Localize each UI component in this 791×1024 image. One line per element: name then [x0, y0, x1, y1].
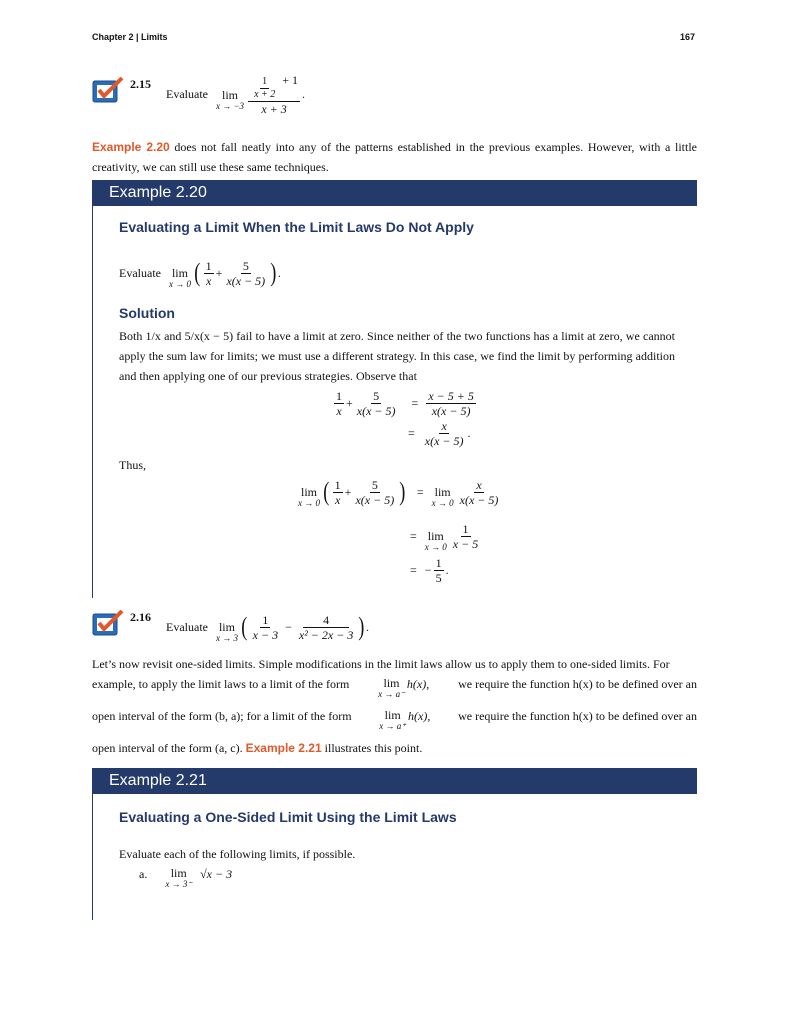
evaluate-label: Evaluate: [166, 87, 208, 101]
example-2-21-header: Example 2.21: [92, 768, 697, 794]
lim: lim: [384, 708, 401, 722]
num: 5: [371, 477, 378, 492]
text: open interval of the form (a, c).: [92, 741, 246, 755]
checkpoint-2-16-expression: [166, 610, 369, 644]
period: .: [302, 87, 306, 101]
denominator: x + 3: [261, 102, 287, 116]
intro-paragraph: [92, 137, 697, 177]
chapter-header: Chapter 2 | Limits: [92, 32, 168, 42]
minus: −: [424, 563, 432, 577]
intro-text: does not fall neatly into any of the patterns established in the previous examples. However, with a little creativity, we can still use these same techniques.: [92, 140, 697, 174]
inner-den: x + 2: [254, 89, 276, 100]
num: 1: [334, 477, 341, 492]
equation-line-2: [408, 420, 675, 447]
example-2-21-body: [92, 794, 697, 920]
page-number: 167: [680, 32, 696, 42]
text: illustrates this point.: [321, 741, 423, 755]
equals: =: [410, 528, 417, 543]
equals: =: [416, 484, 424, 499]
text: we require the function h(x) to be defined over an: [458, 677, 697, 691]
example-2-20-header: Example 2.20: [92, 180, 697, 206]
equals: =: [408, 426, 415, 440]
example-title: Evaluating a Limit When the Limit Laws Do Not Apply: [119, 219, 474, 235]
lim: lim: [300, 485, 317, 499]
lim-sub: x → 3: [215, 633, 238, 643]
checkpoint-2-15-expression: [166, 74, 305, 115]
sqrt-expression: √x − 3: [200, 867, 233, 881]
lim-sub: x → −3: [215, 100, 245, 111]
equation-line-4: [410, 519, 675, 553]
lim-sub: x → 0: [298, 498, 320, 508]
example-expression: [119, 256, 281, 290]
num: 1: [205, 258, 212, 273]
plus: +: [344, 484, 352, 499]
inner-num: 1: [262, 76, 268, 87]
evaluate-label: Evaluate: [119, 265, 161, 280]
num: 1: [336, 389, 342, 403]
thus-label: Thus,: [119, 458, 146, 472]
lim-sub: x → 0: [424, 542, 447, 552]
num: x − 5 + 5: [428, 389, 474, 403]
example-2-21-link[interactable]: Example 2.21: [245, 741, 322, 755]
plus-one: + 1: [282, 73, 299, 87]
part-label: a.: [139, 867, 148, 881]
den: x − 3: [252, 627, 279, 642]
equation-line-5: [410, 557, 675, 584]
num: 5: [242, 258, 249, 273]
den: x(x − 5): [424, 434, 464, 448]
right-paren: ): [399, 477, 406, 506]
den: 5: [435, 571, 442, 585]
checkpoint-number: 2.16: [130, 610, 151, 624]
num: 1: [462, 521, 469, 536]
solution-paragraph: Both 1/x and 5/x(x − 5) fail to have a limit at zero. Since neither of the two functions has a limit at zero, we cannot apply the sum law for limits; we must use a different strategy. In this case, we find the limit by performing addition and then applying one of our previous strategies. Observe that: [119, 329, 675, 383]
part-a: [139, 868, 697, 890]
hx: h(x),: [408, 709, 431, 723]
equation-line-1: [332, 390, 675, 417]
lower-section: [92, 654, 697, 920]
den: x: [205, 273, 212, 288]
example-border: [92, 206, 93, 598]
lim-sub: x → a⁺: [379, 721, 407, 731]
checkpoint-icon: [92, 77, 126, 103]
equals: =: [410, 563, 417, 577]
den: x(x − 5): [356, 404, 396, 418]
right-paren: ): [270, 258, 277, 287]
period: .: [467, 426, 471, 440]
den: x(x − 5): [459, 492, 499, 507]
right-paren: ): [358, 612, 365, 641]
one-sided-line-3: [92, 710, 697, 732]
solution-heading: Solution: [119, 305, 175, 321]
evaluate-label: Evaluate: [166, 619, 208, 634]
num: 1: [262, 612, 269, 627]
den: x(x − 5): [226, 273, 266, 288]
lim-sub: x → a⁻: [378, 689, 405, 699]
num: x: [476, 477, 482, 492]
lim: lim: [427, 529, 444, 543]
den: x² − 2x − 3: [298, 627, 354, 642]
period: .: [445, 563, 449, 577]
left-paren: (: [241, 612, 248, 641]
lim: lim: [383, 676, 400, 690]
num: 4: [303, 614, 349, 628]
lim: lim: [170, 866, 187, 880]
hx: h(x),: [406, 677, 430, 691]
equation-line-3: [298, 475, 675, 509]
den: x(x − 5): [431, 404, 471, 418]
text: we require the function h(x) to be defined over an: [458, 709, 697, 723]
num: 1: [435, 556, 442, 570]
one-sided-line-2: [92, 678, 697, 700]
minus: −: [285, 619, 292, 634]
lim-sub: x → 0: [431, 498, 454, 508]
example-2-20-link[interactable]: Example 2.20: [92, 140, 170, 154]
den: x(x − 5): [355, 492, 395, 507]
lim: lim: [222, 87, 239, 102]
plus: +: [346, 396, 353, 410]
solution-body: [119, 326, 675, 584]
one-sided-line-4: [92, 738, 697, 758]
plus: +: [215, 265, 223, 280]
num: x: [441, 419, 447, 433]
left-paren: (: [323, 477, 330, 506]
text: open interval of the form (b, a); for a limit of the form: [92, 709, 352, 723]
lim: lim: [171, 266, 188, 280]
checkpoint-number: 2.15: [130, 77, 151, 91]
period: .: [277, 265, 281, 280]
text: example, to apply the limit laws to a limit of the form: [92, 677, 350, 691]
example-title: Evaluating a One-Sided Limit Using the Limit Laws: [119, 809, 457, 825]
den: x − 5: [452, 536, 479, 551]
lim: lim: [434, 485, 451, 499]
lim-sub: x → 0: [168, 279, 191, 289]
lim-sub: x → 3⁻: [165, 879, 193, 889]
one-sided-line-1: Let’s now revisit one-sided limits. Simple modifications in the limit laws allow us to apply them to one-sided limits. For: [92, 657, 670, 671]
equals: =: [411, 396, 419, 410]
num: 5: [373, 389, 380, 403]
checkpoint-icon: [92, 610, 126, 636]
example-instruction: Evaluate each of the following limits, if possible.: [119, 847, 356, 861]
den: x: [336, 404, 342, 418]
den: x: [335, 492, 341, 507]
left-paren: (: [194, 258, 201, 287]
period: .: [366, 619, 369, 634]
lim: lim: [218, 620, 235, 634]
